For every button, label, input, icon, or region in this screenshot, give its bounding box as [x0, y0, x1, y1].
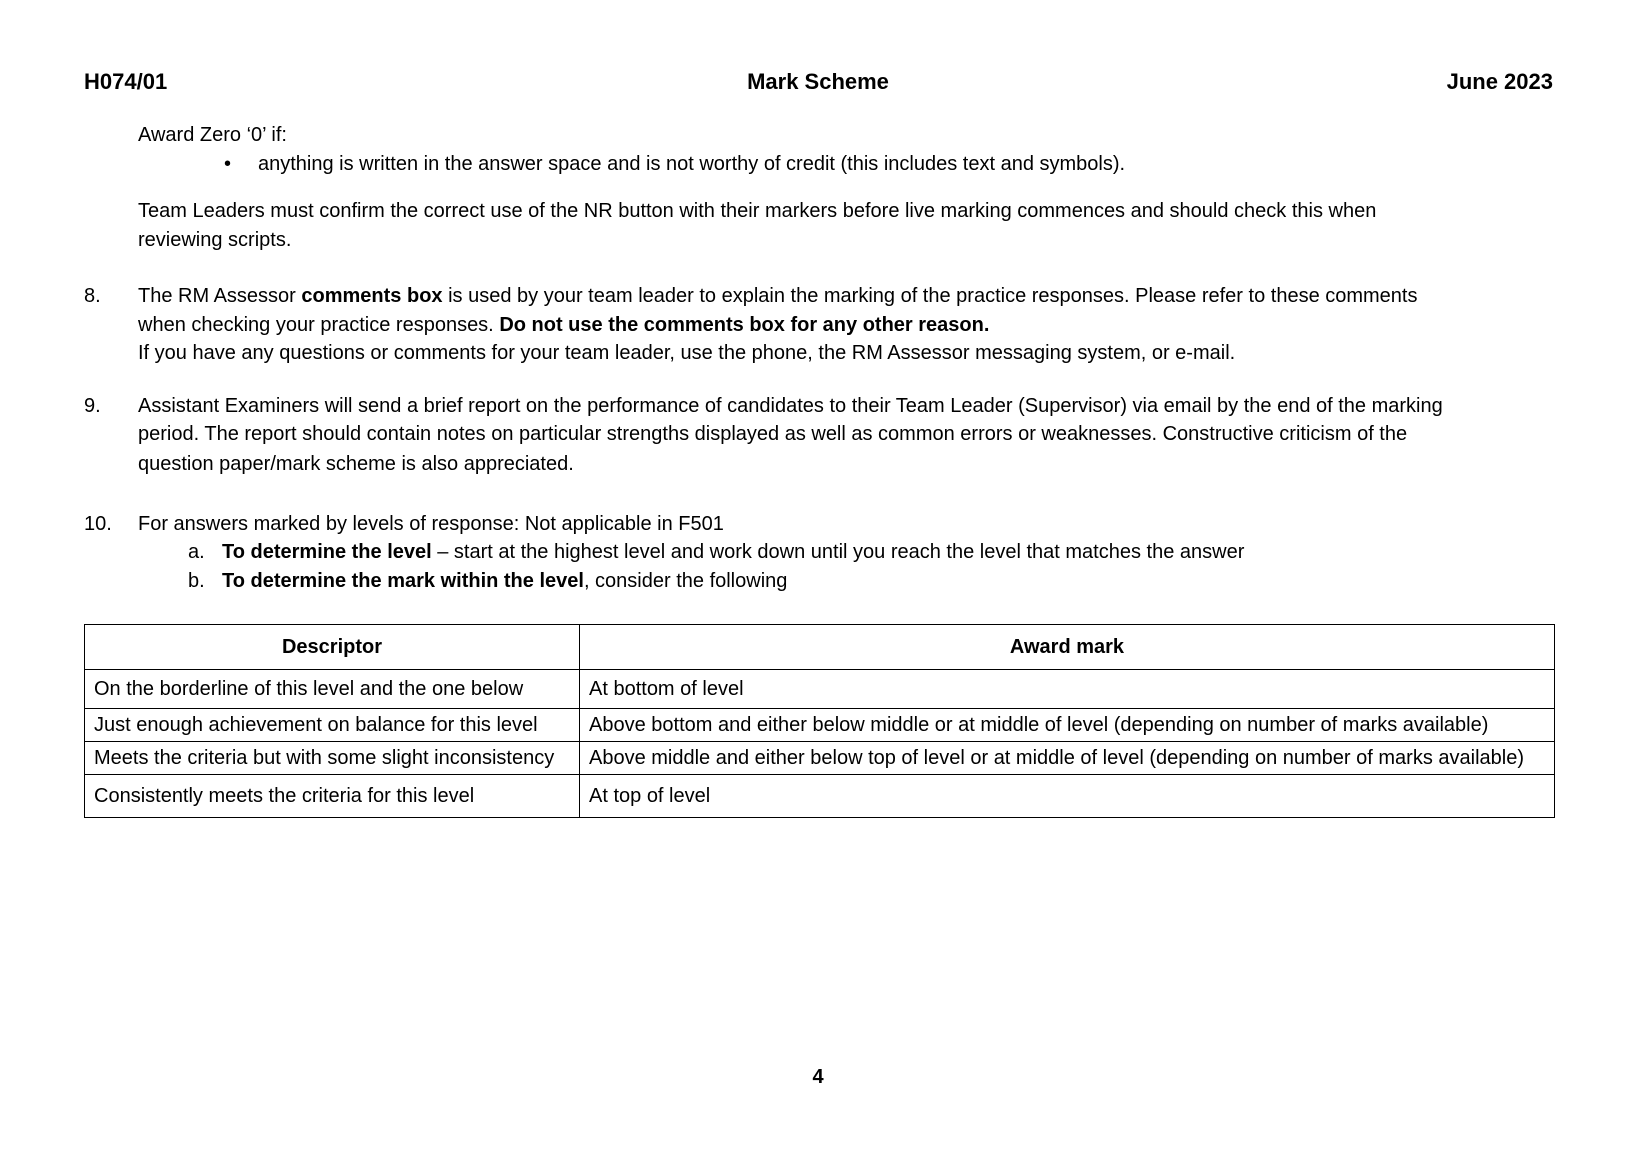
header-descriptor: Descriptor: [85, 625, 580, 670]
table-row: [85, 670, 1555, 709]
table-row: [85, 709, 1555, 742]
page-number: 4: [812, 1066, 824, 1088]
paper-code: H074/01: [84, 69, 168, 94]
table-header-row: [85, 625, 1555, 670]
team-leaders-line: Team Leaders must confirm the correct use of the NR button with their markers before live marking commences and should check this when: [138, 200, 1377, 222]
levels-table: [84, 624, 1555, 818]
item9-line: period. The report should contain notes on particular strengths displayed as well as common errors or weaknesses. Constructive criticism of the: [138, 423, 1408, 445]
award-cell: At bottom of level: [580, 670, 1555, 709]
document-title: Mark Scheme: [747, 69, 889, 94]
descriptor-cell: Meets the criteria but with some slight inconsistency: [85, 742, 580, 775]
descriptor-cell: Consistently meets the criteria for this level: [85, 775, 580, 818]
descriptor-cell: Just enough achievement on balance for this level: [85, 709, 580, 742]
header-award-mark: Award mark: [580, 625, 1555, 670]
item8-line3: If you have any questions or comments for your team leader, use the phone, the RM Assessor messaging system, or e-mail.: [138, 342, 1236, 364]
sub-label: a.: [188, 541, 205, 563]
table-row: [85, 775, 1555, 818]
item-number: 9.: [84, 395, 101, 417]
item9-line: question paper/mark scheme is also appreciated.: [138, 453, 574, 475]
table-row: [85, 742, 1555, 775]
bullet: •: [224, 153, 232, 175]
award-cell: Above middle and either below top of level or at middle of level (depending on number of marks available): [580, 742, 1555, 775]
award-cell: Above bottom and either below middle or at middle of level (depending on number of marks available): [580, 709, 1555, 742]
item10-b: To determine the mark within the level, consider the following: [222, 570, 788, 592]
item10-text: For answers marked by levels of response: Not applicable in F501: [138, 513, 724, 535]
team-leaders-line: reviewing scripts.: [138, 229, 292, 251]
item-number: 10.: [84, 513, 112, 535]
sub-label: b.: [188, 570, 205, 592]
item9-line: Assistant Examiners will send a brief report on the performance of candidates to their Team Leader (Supervisor) via email by the end of the marking: [138, 395, 1443, 417]
item8-line1: The RM Assessor comments box is used by your team leader to explain the marking of the practice responses. Please refer to these comments: [138, 285, 1418, 307]
item10-a: To determine the level – start at the highest level and work down until you reach the level that matches the answer: [222, 541, 1245, 563]
award-zero-item: anything is written in the answer space and is not worthy of credit (this includes text and symbols).: [258, 153, 1126, 175]
descriptor-cell: On the borderline of this level and the one below: [85, 670, 580, 709]
document-date: June 2023: [1446, 69, 1553, 94]
award-cell: At top of level: [580, 775, 1555, 818]
item-number: 8.: [84, 285, 101, 307]
item8-line2: when checking your practice responses. Do not use the comments box for any other reason.: [138, 314, 990, 336]
award-zero-intro: Award Zero ‘0’ if:: [138, 124, 287, 146]
